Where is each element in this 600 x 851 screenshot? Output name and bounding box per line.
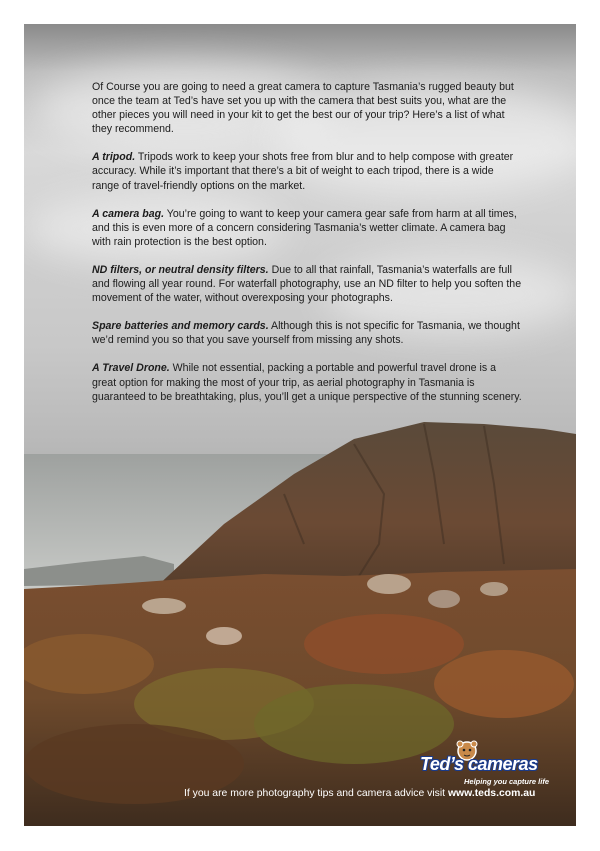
logo-wordmark: Ted’s cameras [420, 754, 538, 774]
tip-tripod [92, 150, 522, 192]
footer-text: If you are more photography tips and camera advice visit [184, 788, 448, 799]
tip-title: A tripod. [92, 151, 136, 164]
tip-title: A Travel Drone. [92, 362, 170, 375]
tip-title: A camera bag. [92, 207, 165, 220]
website-link[interactable]: www.teds.com.au [447, 788, 536, 799]
intro-paragraph: Of Course you are going to need a great camera to capture Tasmania’s rugged beauty but once the team at Ted’s have set you up with the camera that best suits you, what are the other pieces you will need in your kit to get the best our of your trip? Here’s a list of what they recommend. [92, 81, 514, 136]
rock [367, 574, 411, 594]
tip-text: Although this is not specific for Tasmania, we thought we’d remind you so that you save yourself from missing any shots. [92, 320, 520, 347]
rock [206, 627, 242, 645]
tip-text: While not essential, packing a portable and powerful travel drone is a great option for making the most of your trip, as aerial photography in Tasmania is guaranteed to be breathtaking, plus, you’ll get a unique perspective of the stunning scenery. [92, 362, 522, 403]
tip-text: Due to all that rainfall, Tasmania’s waterfalls are full and flowing all year round. For waterfall photography, use an ND filter to help you soften the movement of the water, without overexposing your photographs. [92, 263, 522, 305]
shrub [304, 614, 464, 674]
article-text [92, 80, 522, 418]
tip-title: ND filters, or neutral density filters. [92, 263, 269, 276]
rock [142, 598, 186, 614]
page-background [24, 24, 576, 826]
tip-title: Spare batteries and memory cards. [92, 320, 269, 333]
logo-tagline: Helping you capture life [464, 777, 550, 786]
rock [480, 582, 508, 596]
tip-nd-filters [92, 263, 522, 305]
tip-text: You’re going to want to keep your camera gear safe from harm at all times, and this is even more of a concern considering Tasmania’s wetter climate. A camera bag with rain protection is the best option. [92, 207, 517, 248]
tip-camera-bag [92, 207, 522, 249]
teds-cameras-logo[interactable] [420, 742, 560, 784]
tip-text: Tripods work to keep your shots free from blur and to help compose with greater accuracy. While it’s important that there’s a bit of weight to each tripod, there is a wide range of travel-friendly options on the market. [92, 151, 514, 192]
tip-batteries [92, 319, 522, 347]
shrub [434, 650, 574, 718]
tip-drone [92, 361, 522, 403]
footer-note [184, 788, 564, 799]
rock [428, 590, 460, 608]
